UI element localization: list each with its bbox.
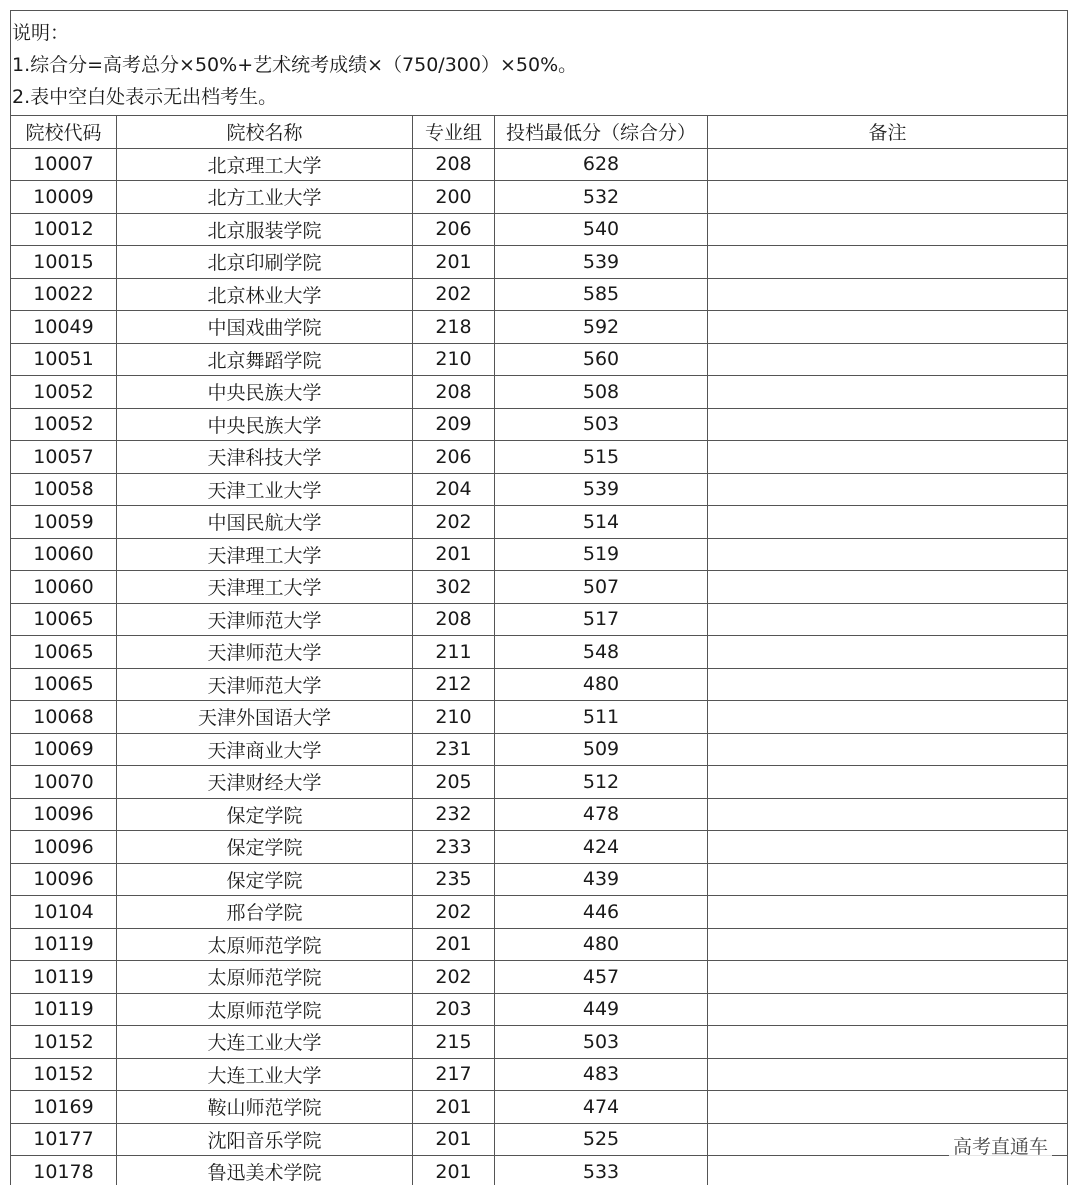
cell-school-name: 鲁迅美术学院: [117, 1156, 413, 1185]
cell-school-name: 大连工业大学: [117, 1026, 413, 1059]
cell-remarks: [708, 863, 1068, 896]
cell-min-score: 539: [495, 473, 708, 506]
cell-min-score: 480: [495, 668, 708, 701]
table-row: [11, 148, 1068, 181]
cell-min-score: 474: [495, 1091, 708, 1124]
cell-school-name: 太原师范学院: [117, 928, 413, 961]
cell-school-code: 10052: [11, 408, 117, 441]
cell-remarks: [708, 928, 1068, 961]
cell-major-group: 205: [413, 766, 495, 799]
table-row: [11, 1156, 1068, 1185]
cell-school-code: 10068: [11, 701, 117, 734]
cell-school-name: 天津商业大学: [117, 733, 413, 766]
cell-major-group: 217: [413, 1058, 495, 1091]
table-row: [11, 311, 1068, 344]
cell-school-code: 10069: [11, 733, 117, 766]
cell-min-score: 503: [495, 408, 708, 441]
cell-school-name: 天津师范大学: [117, 636, 413, 669]
cell-school-code: 10051: [11, 343, 117, 376]
header-school-code: 院校代码: [11, 116, 117, 149]
cell-school-code: 10152: [11, 1058, 117, 1091]
cell-school-name: 沈阳音乐学院: [117, 1123, 413, 1156]
cell-remarks: [708, 701, 1068, 734]
cell-min-score: 519: [495, 538, 708, 571]
cell-major-group: 202: [413, 896, 495, 929]
score-table: [10, 115, 1068, 1185]
cell-school-code: 10178: [11, 1156, 117, 1185]
cell-min-score: 533: [495, 1156, 708, 1185]
cell-min-score: 508: [495, 376, 708, 409]
cell-school-name: 北京印刷学院: [117, 246, 413, 279]
header-major-group: 专业组: [413, 116, 495, 149]
cell-major-group: 206: [413, 213, 495, 246]
cell-school-name: 天津师范大学: [117, 603, 413, 636]
cell-remarks: [708, 181, 1068, 214]
cell-major-group: 218: [413, 311, 495, 344]
cell-school-code: 10119: [11, 928, 117, 961]
table-row: [11, 278, 1068, 311]
cell-school-code: 10096: [11, 831, 117, 864]
cell-major-group: 206: [413, 441, 495, 474]
header-remarks: 备注: [708, 116, 1068, 149]
cell-school-code: 10058: [11, 473, 117, 506]
cell-school-name: 中国民航大学: [117, 506, 413, 539]
table-row: [11, 376, 1068, 409]
cell-remarks: [708, 798, 1068, 831]
cell-remarks: [708, 733, 1068, 766]
notes-section: [11, 11, 1067, 115]
table-row: [11, 213, 1068, 246]
cell-major-group: 201: [413, 1123, 495, 1156]
cell-school-code: 10052: [11, 376, 117, 409]
cell-school-name: 太原师范学院: [117, 961, 413, 994]
cell-major-group: 201: [413, 1156, 495, 1185]
cell-school-code: 10096: [11, 798, 117, 831]
cell-school-name: 天津外国语大学: [117, 701, 413, 734]
cell-min-score: 483: [495, 1058, 708, 1091]
table-row: [11, 408, 1068, 441]
cell-major-group: 233: [413, 831, 495, 864]
cell-remarks: [708, 1026, 1068, 1059]
cell-major-group: 208: [413, 376, 495, 409]
table-row: [11, 993, 1068, 1026]
header-min-score: 投档最低分（综合分）: [495, 116, 708, 149]
cell-school-code: 10169: [11, 1091, 117, 1124]
table-row: [11, 701, 1068, 734]
cell-min-score: 446: [495, 896, 708, 929]
cell-major-group: 208: [413, 603, 495, 636]
cell-min-score: 585: [495, 278, 708, 311]
cell-remarks: [708, 278, 1068, 311]
cell-school-name: 天津理工大学: [117, 538, 413, 571]
cell-min-score: 507: [495, 571, 708, 604]
cell-remarks: [708, 441, 1068, 474]
cell-school-code: 10022: [11, 278, 117, 311]
table-header-row: [11, 116, 1068, 149]
cell-school-name: 北京舞蹈学院: [117, 343, 413, 376]
cell-min-score: 515: [495, 441, 708, 474]
table-row: [11, 668, 1068, 701]
table-row: [11, 1058, 1068, 1091]
table-row: [11, 733, 1068, 766]
cell-major-group: 215: [413, 1026, 495, 1059]
table-row: [11, 1123, 1068, 1156]
table-row: [11, 1091, 1068, 1124]
cell-major-group: 202: [413, 278, 495, 311]
cell-remarks: [708, 668, 1068, 701]
cell-remarks: [708, 213, 1068, 246]
cell-remarks: [708, 246, 1068, 279]
cell-min-score: 628: [495, 148, 708, 181]
cell-remarks: [708, 148, 1068, 181]
cell-school-code: 10015: [11, 246, 117, 279]
cell-major-group: 208: [413, 148, 495, 181]
cell-school-code: 10096: [11, 863, 117, 896]
cell-min-score: 449: [495, 993, 708, 1026]
cell-major-group: 201: [413, 928, 495, 961]
table-row: [11, 798, 1068, 831]
table-body: [11, 148, 1068, 1185]
cell-school-name: 保定学院: [117, 863, 413, 896]
cell-remarks: [708, 993, 1068, 1026]
cell-school-code: 10065: [11, 668, 117, 701]
cell-school-code: 10057: [11, 441, 117, 474]
cell-school-name: 中央民族大学: [117, 408, 413, 441]
notes-title: 说明：: [12, 22, 70, 44]
cell-min-score: 517: [495, 603, 708, 636]
cell-min-score: 525: [495, 1123, 708, 1156]
notes-line-1: 1.综合分=高考总分×50%+艺术统考成绩×（750/300）×50%。: [12, 54, 578, 76]
cell-school-code: 10065: [11, 636, 117, 669]
cell-school-name: 大连工业大学: [117, 1058, 413, 1091]
table-row: [11, 571, 1068, 604]
cell-major-group: 232: [413, 798, 495, 831]
cell-remarks: [708, 538, 1068, 571]
table-row: [11, 928, 1068, 961]
cell-min-score: 592: [495, 311, 708, 344]
table-row: [11, 181, 1068, 214]
cell-school-code: 10070: [11, 766, 117, 799]
cell-school-name: 保定学院: [117, 798, 413, 831]
cell-major-group: 202: [413, 506, 495, 539]
cell-major-group: 231: [413, 733, 495, 766]
table-row: [11, 441, 1068, 474]
cell-major-group: 211: [413, 636, 495, 669]
table-row: [11, 636, 1068, 669]
cell-school-code: 10119: [11, 961, 117, 994]
cell-school-name: 北京林业大学: [117, 278, 413, 311]
cell-school-code: 10060: [11, 571, 117, 604]
cell-school-code: 10104: [11, 896, 117, 929]
cell-school-name: 保定学院: [117, 831, 413, 864]
cell-min-score: 439: [495, 863, 708, 896]
cell-min-score: 478: [495, 798, 708, 831]
cell-school-code: 10009: [11, 181, 117, 214]
cell-major-group: 203: [413, 993, 495, 1026]
cell-school-name: 邢台学院: [117, 896, 413, 929]
cell-min-score: 503: [495, 1026, 708, 1059]
cell-school-code: 10007: [11, 148, 117, 181]
cell-major-group: 201: [413, 1091, 495, 1124]
table-row: [11, 506, 1068, 539]
cell-school-code: 10012: [11, 213, 117, 246]
cell-major-group: 200: [413, 181, 495, 214]
table-row: [11, 863, 1068, 896]
notes-line-2: 2.表中空白处表示无出档考生。: [12, 86, 278, 108]
cell-remarks: [708, 636, 1068, 669]
cell-school-code: 10177: [11, 1123, 117, 1156]
cell-school-code: 10065: [11, 603, 117, 636]
cell-remarks: [708, 376, 1068, 409]
cell-school-name: 北京理工大学: [117, 148, 413, 181]
table-row: [11, 831, 1068, 864]
cell-major-group: 201: [413, 246, 495, 279]
cell-min-score: 480: [495, 928, 708, 961]
cell-remarks: [708, 571, 1068, 604]
table-row: [11, 538, 1068, 571]
cell-min-score: 509: [495, 733, 708, 766]
table-row: [11, 896, 1068, 929]
cell-remarks: [708, 603, 1068, 636]
cell-school-name: 北京服装学院: [117, 213, 413, 246]
cell-remarks: [708, 408, 1068, 441]
cell-remarks: [708, 896, 1068, 929]
cell-min-score: 548: [495, 636, 708, 669]
cell-remarks: [708, 506, 1068, 539]
cell-major-group: 210: [413, 343, 495, 376]
cell-min-score: 539: [495, 246, 708, 279]
cell-remarks: [708, 831, 1068, 864]
cell-min-score: 560: [495, 343, 708, 376]
watermark-text: 高考直通车: [949, 1131, 1052, 1160]
table-row: [11, 246, 1068, 279]
cell-remarks: [708, 473, 1068, 506]
table-row: [11, 961, 1068, 994]
cell-min-score: 511: [495, 701, 708, 734]
cell-remarks: [708, 766, 1068, 799]
cell-remarks: [708, 1058, 1068, 1091]
cell-major-group: 212: [413, 668, 495, 701]
cell-school-name: 太原师范学院: [117, 993, 413, 1026]
cell-major-group: 209: [413, 408, 495, 441]
cell-major-group: 235: [413, 863, 495, 896]
cell-remarks: [708, 343, 1068, 376]
cell-school-name: 北方工业大学: [117, 181, 413, 214]
table-row: [11, 1026, 1068, 1059]
cell-min-score: 540: [495, 213, 708, 246]
cell-min-score: 532: [495, 181, 708, 214]
table-row: [11, 766, 1068, 799]
cell-school-code: 10119: [11, 993, 117, 1026]
table-row: [11, 473, 1068, 506]
cell-remarks: [708, 961, 1068, 994]
cell-school-name: 天津师范大学: [117, 668, 413, 701]
cell-school-name: 鞍山师范学院: [117, 1091, 413, 1124]
cell-min-score: 512: [495, 766, 708, 799]
cell-remarks: [708, 311, 1068, 344]
cell-min-score: 457: [495, 961, 708, 994]
cell-school-name: 天津工业大学: [117, 473, 413, 506]
header-school-name: 院校名称: [117, 116, 413, 149]
cell-school-code: 10049: [11, 311, 117, 344]
cell-school-name: 中央民族大学: [117, 376, 413, 409]
cell-school-code: 10059: [11, 506, 117, 539]
table-row: [11, 343, 1068, 376]
cell-min-score: 514: [495, 506, 708, 539]
cell-school-name: 天津理工大学: [117, 571, 413, 604]
cell-school-code: 10060: [11, 538, 117, 571]
table-row: [11, 603, 1068, 636]
cell-major-group: 210: [413, 701, 495, 734]
cell-major-group: 302: [413, 571, 495, 604]
admission-score-sheet: [10, 10, 1068, 1185]
cell-major-group: 202: [413, 961, 495, 994]
cell-school-name: 天津科技大学: [117, 441, 413, 474]
cell-major-group: 201: [413, 538, 495, 571]
cell-school-code: 10152: [11, 1026, 117, 1059]
cell-school-name: 天津财经大学: [117, 766, 413, 799]
cell-major-group: 204: [413, 473, 495, 506]
cell-school-name: 中国戏曲学院: [117, 311, 413, 344]
cell-min-score: 424: [495, 831, 708, 864]
cell-remarks: [708, 1091, 1068, 1124]
